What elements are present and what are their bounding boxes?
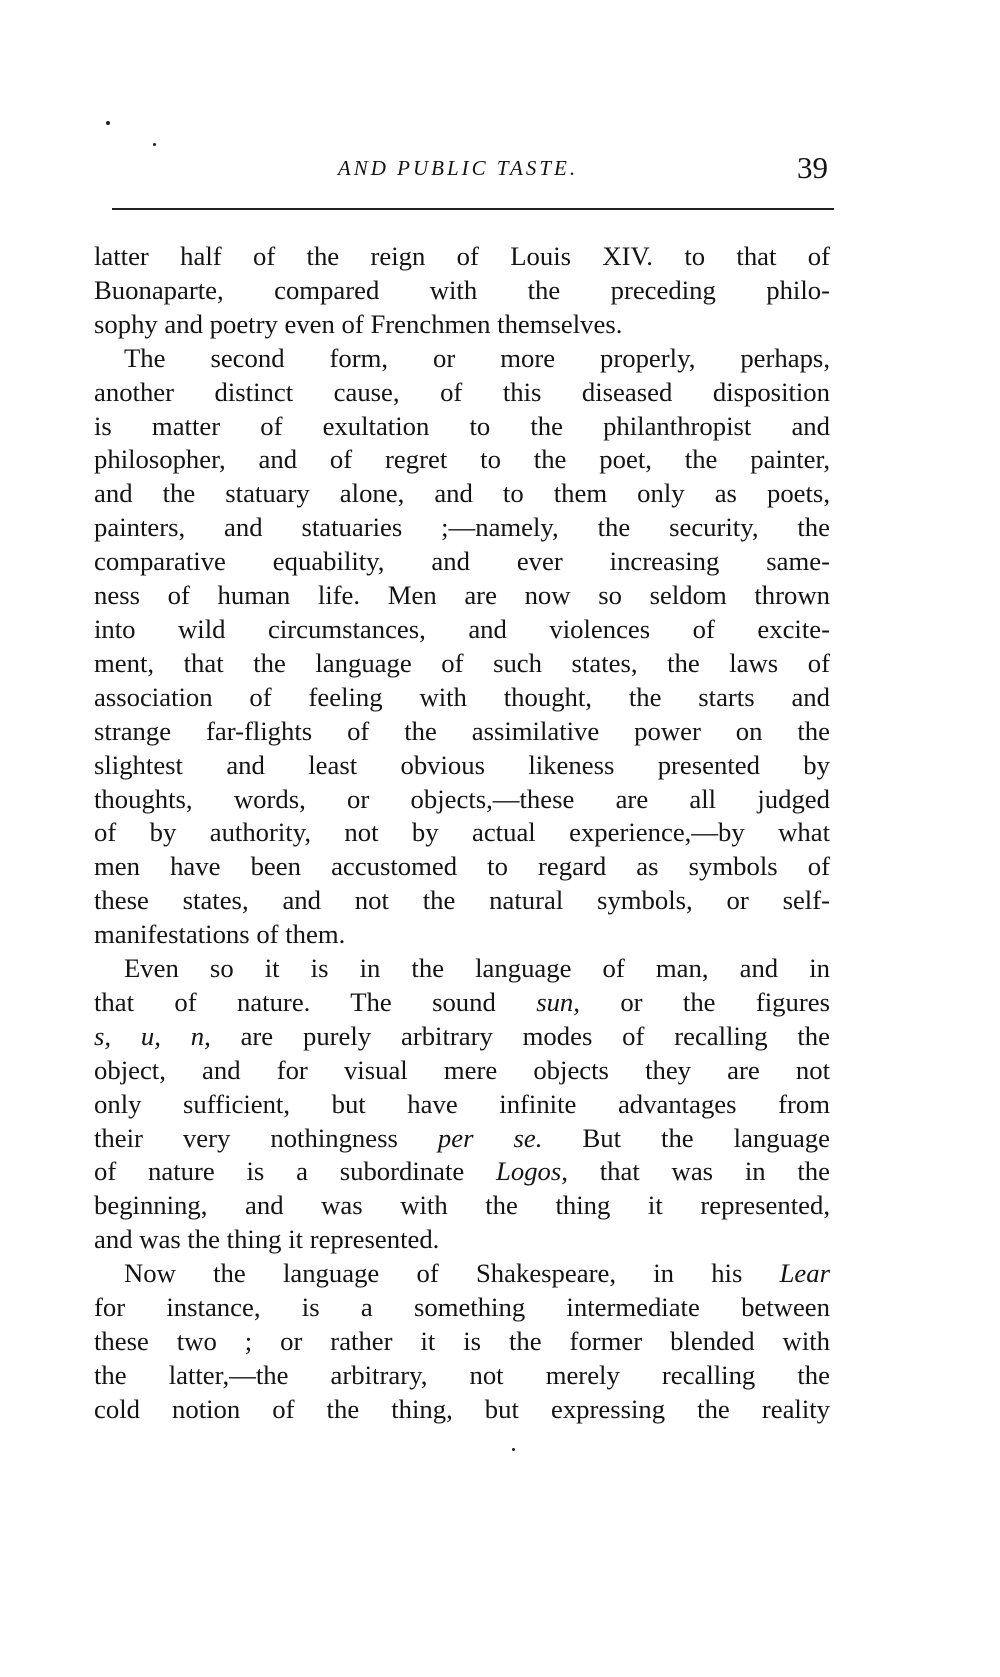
text-segment: men have been accustomed to regard as symbols of <box>94 851 830 882</box>
text-segment: But the language <box>542 1122 830 1153</box>
text-segment: cold notion of the thing, but expressing the reality <box>94 1393 830 1424</box>
text-line <box>94 952 830 986</box>
print-speck <box>512 1448 515 1451</box>
text-line <box>94 715 830 749</box>
text-line <box>94 579 830 613</box>
text-line <box>94 443 830 477</box>
print-speck <box>106 121 110 125</box>
text-segment: Now the language of Shakespeare, in his <box>124 1258 780 1289</box>
text-segment: Even so it is in the language of man, and in <box>124 953 830 984</box>
running-title: AND PUBLIC TASTE. <box>337 156 579 180</box>
header-rule <box>112 208 834 210</box>
text-line <box>94 1088 830 1122</box>
text-segment: these states, and not the natural symbols, or self- <box>94 885 830 916</box>
text-segment: slightest and least obvious likeness presented by <box>94 749 830 780</box>
text-segment: is matter of exultation to the philanthropist and <box>94 410 830 441</box>
text-segment: of nature is a subordinate <box>94 1156 497 1187</box>
text-line <box>94 308 830 342</box>
text-line <box>94 240 830 274</box>
text-line <box>94 511 830 545</box>
text-segment: latter half of the reign of Louis XIV. to that of <box>94 241 830 271</box>
text-segment: are purely arbitrary modes of recalling the <box>210 1020 831 1051</box>
text-line <box>94 477 830 511</box>
text-segment: and was the thing it represented. <box>94 1224 440 1255</box>
text-segment: that of nature. The sound <box>94 986 537 1017</box>
page-header <box>88 150 828 190</box>
text-line <box>94 1054 830 1088</box>
text-segment: only sufficient, but have infinite advantages from <box>94 1088 830 1119</box>
text-line <box>94 850 830 884</box>
text-segment: the latter,—the arbitrary, not merely recalling the <box>94 1359 830 1390</box>
italic-text: sun, <box>536 986 580 1017</box>
text-line <box>94 783 830 817</box>
text-line <box>94 1223 830 1257</box>
text-segment: The second form, or more properly, perhaps, <box>124 342 830 373</box>
paragraph <box>94 240 830 342</box>
italic-text: Lear <box>779 1258 830 1289</box>
text-line <box>94 342 830 376</box>
text-line <box>94 681 830 715</box>
page-number: 39 <box>797 150 828 185</box>
italic-text: per se. <box>437 1122 543 1153</box>
italic-text: Logos, <box>496 1156 568 1187</box>
text-segment: their very nothingness <box>94 1122 438 1153</box>
text-segment: manifestations of them. <box>94 919 346 950</box>
text-line <box>94 884 830 918</box>
text-segment: that was in the <box>567 1156 830 1187</box>
text-segment: for instance, is a something intermediate between <box>94 1292 830 1323</box>
text-segment: painters, and statuaries ;—namely, the security, the <box>94 512 830 543</box>
text-segment: into wild circumstances, and violences of excite- <box>94 613 830 644</box>
text-segment: sophy and poetry even of Frenchmen themselves. <box>94 308 623 339</box>
italic-text: s, u, n, <box>94 1020 211 1051</box>
text-line <box>94 613 830 647</box>
text-segment: and the statuary alone, and to them only as poets, <box>94 478 830 509</box>
paragraph <box>94 952 830 1257</box>
text-segment: another distinct cause, of this diseased disposition <box>94 376 830 407</box>
text-line <box>94 816 830 850</box>
text-segment: philosopher, and of regret to the poet, the painter, <box>94 444 830 475</box>
text-line <box>94 545 830 579</box>
body-text <box>94 240 830 1427</box>
text-segment: comparative equability, and ever increasing same- <box>94 546 830 577</box>
text-segment: of by authority, not by actual experience,—by what <box>94 817 830 848</box>
text-line <box>94 1020 830 1054</box>
text-line <box>94 1122 830 1156</box>
text-segment: object, and for visual mere objects they are not <box>94 1054 830 1085</box>
text-line <box>94 1393 830 1427</box>
text-line <box>94 1291 830 1325</box>
text-line <box>94 918 830 952</box>
text-line <box>94 1155 830 1189</box>
text-line <box>94 986 830 1020</box>
text-line <box>94 1325 830 1359</box>
text-segment: thoughts, words, or objects,—these are all judged <box>94 783 830 814</box>
text-segment: these two ; or rather it is the former blended with <box>94 1326 830 1356</box>
text-segment: ment, that the language of such states, the laws of <box>94 647 830 678</box>
paragraph <box>94 342 830 952</box>
text-line <box>94 1257 830 1291</box>
text-line <box>94 647 830 681</box>
text-line <box>94 274 830 308</box>
print-speck <box>153 143 156 146</box>
text-line <box>94 1359 830 1393</box>
text-segment: or the figures <box>579 986 830 1017</box>
text-line <box>94 749 830 783</box>
text-segment: strange far-flights of the assimilative power on the <box>94 715 830 746</box>
text-segment: beginning, and was with the thing it represented, <box>94 1190 830 1221</box>
text-segment: ness of human life. Men are now so seldom thrown <box>94 580 830 611</box>
paragraph <box>94 1257 830 1427</box>
text-segment: association of feeling with thought, the starts and <box>94 681 830 712</box>
text-segment: Buonaparte, compared with the preceding philo- <box>94 274 830 305</box>
text-line <box>94 1189 830 1223</box>
text-line <box>94 376 830 410</box>
text-line <box>94 410 830 444</box>
